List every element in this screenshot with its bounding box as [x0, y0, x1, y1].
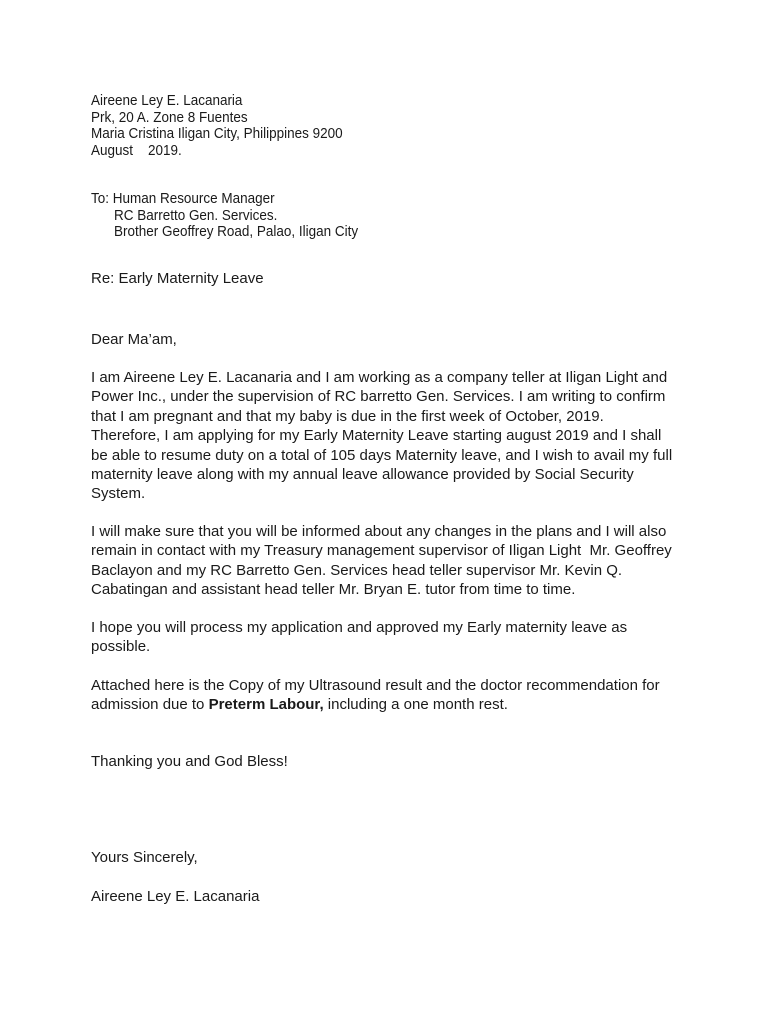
recipient-line-2: RC Barretto Gen. Services. — [114, 207, 278, 224]
salutation: Dear Ma’am, — [91, 331, 177, 348]
paragraph-line: remain in contact with my Treasury management supervisor of Iligan Light Mr. Geoffrey — [91, 542, 672, 560]
letter-date: August 2019. — [91, 142, 182, 159]
paragraph-text: including a one month rest. — [323, 696, 508, 714]
paragraph-line — [91, 695, 687, 714]
letter-page — [91, 0, 691, 1024]
sender-name: Aireene Ley E. Lacanaria — [91, 93, 243, 109]
paragraph-line: I am Aireene Ley E. Lacanaria and I am working as a company teller at Iligan Light and — [91, 369, 668, 386]
paragraph-line: Attached here is the Copy of my Ultrasound result and the doctor recommendation for — [91, 677, 660, 694]
paragraph-line: that I am pregnant and that my baby is due in the first week of October, 2019. — [91, 407, 604, 425]
body-paragraph-4 — [91, 676, 687, 715]
paragraph-line: Power Inc., under the supervision of RC barretto Gen. Services. I am writing to confirm — [91, 388, 666, 406]
sender-address-line-1: Prk, 20 A. Zone 8 Fuentes — [91, 109, 248, 126]
closing-line: Yours Sincerely, — [91, 849, 198, 866]
signature-name: Aireene Ley E. Lacanaria — [91, 888, 260, 905]
body-paragraph-3 — [91, 618, 687, 657]
bold-diagnosis: Preterm Labour, — [208, 696, 324, 714]
sender-address-line-2: Maria Cristina Iligan City, Philippines 9200 — [91, 126, 343, 142]
paragraph-line: Cabatingan and assistant head teller Mr. Bryan E. tutor from time to time. — [91, 581, 576, 599]
paragraph-line: maternity leave along with my annual leave allowance provided by Social Security — [91, 466, 634, 484]
body-paragraph-2 — [91, 522, 687, 600]
paragraph-line: Therefore, I am applying for my Early Maternity Leave starting august 2019 and I shall — [91, 427, 662, 445]
paragraph-line: I will make sure that you will be informed about any changes in the plans and I will also — [91, 523, 667, 540]
paragraph-line: System. — [91, 485, 146, 503]
recipient-line-3: Brother Geoffrey Road, Palao, Iligan City — [114, 224, 359, 240]
paragraph-line: possible. — [91, 638, 151, 656]
body-paragraph-1 — [91, 368, 687, 504]
subject-line: Re: Early Maternity Leave — [91, 270, 264, 287]
recipient-line-1: To: Human Resource Manager — [91, 191, 275, 207]
paragraph-line: I hope you will process my application and approved my Early maternity leave as — [91, 619, 628, 636]
paragraph-line: be able to resume duty on a total of 105 days Maternity leave, and I wish to avail my full — [91, 446, 673, 464]
paragraph-line: Baclayon and my RC Barretto Gen. Services head teller supervisor Mr. Kevin Q. — [91, 561, 623, 579]
thanks-line: Thanking you and God Bless! — [91, 753, 288, 770]
paragraph-text: admission due to — [91, 696, 209, 714]
